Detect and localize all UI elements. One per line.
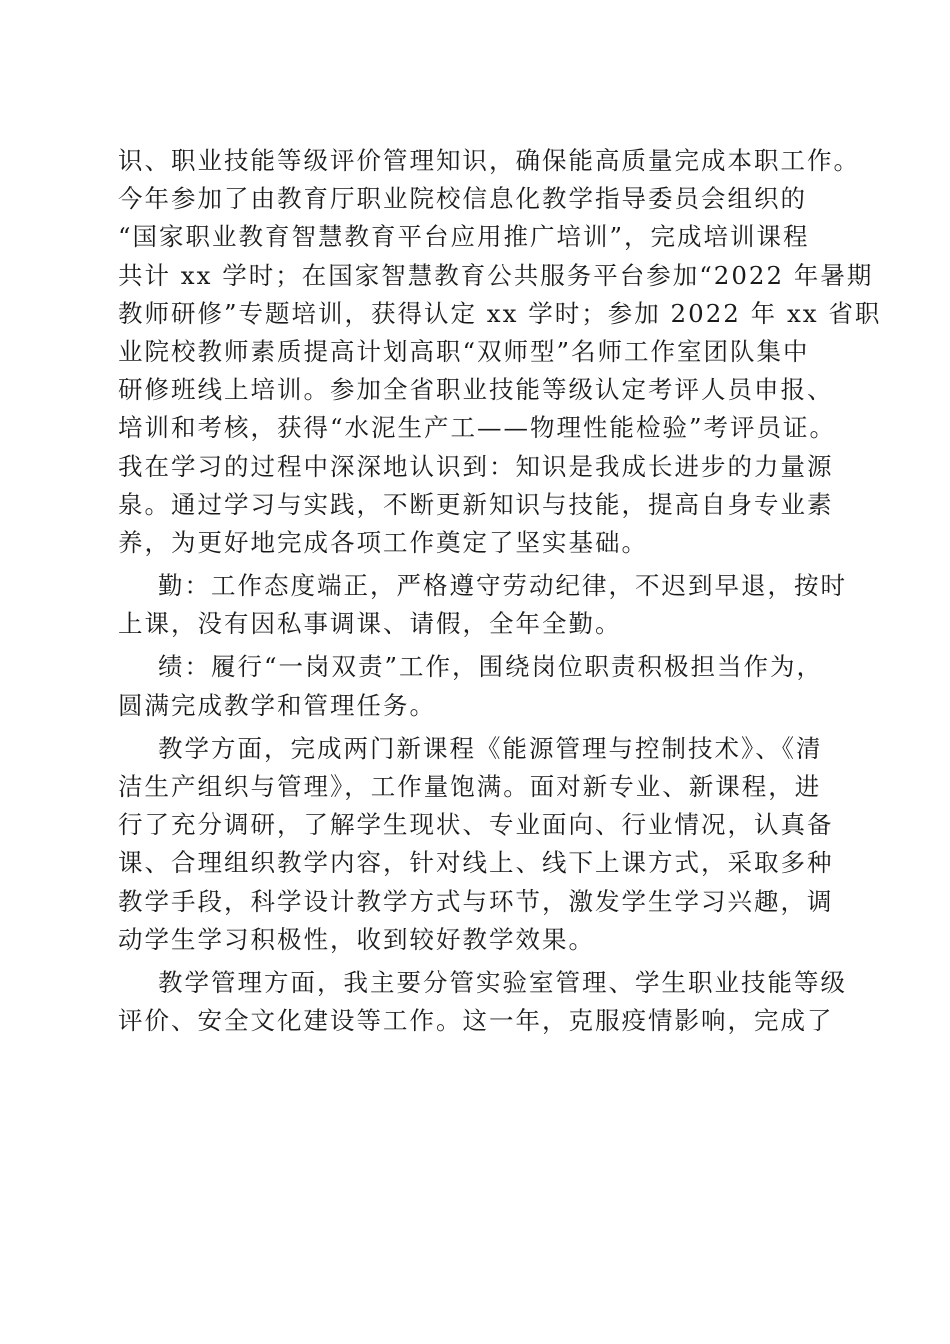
text-line: 养，为更好地完成各项工作奠定了坚实基础。 xyxy=(118,527,648,557)
text-line: 评价、安全文化建设等工作。这一年，克服疫情影响，完成了 xyxy=(118,1006,834,1036)
text-line: “国家职业教育智慧教育平台应用推广培训”，完成培训课程 xyxy=(118,222,810,252)
text-line: 我在学习的过程中深深地认识到：知识是我成长进步的力量源 xyxy=(118,451,834,481)
text-line: 动学生学习积极性，收到较好教学效果。 xyxy=(118,924,595,954)
text-line: 培训和考核，获得“水泥生产工——物理性能检验”考评员证。 xyxy=(118,413,837,443)
text-line: 课、合理组织教学内容，针对线上、线下上课方式，采取多种 xyxy=(118,848,834,878)
text-line: 今年参加了由教育厅职业院校信息化教学指导委员会组织的 xyxy=(118,184,807,214)
text-line: 上课，没有因私事调课、请假，全年全勤。 xyxy=(118,609,622,639)
text-line: 共计 xx 学时；在国家智慧教育公共服务平台参加“2022 年暑期 xyxy=(118,260,874,290)
text-line: 圆满完成教学和管理任务。 xyxy=(118,690,436,720)
text-line: 教师研修”专题培训，获得认定 xx 学时；参加 2022 年 xx 省职 xyxy=(118,298,882,328)
text-line: 洁生产组织与管理》，工作量饱满。面对新专业、新课程，进 xyxy=(118,772,822,801)
paragraph-management xyxy=(118,964,847,1040)
text-line: 行了充分调研，了解学生现状、专业面向、行业情况，认真备 xyxy=(118,810,834,840)
paragraph-teaching xyxy=(118,730,838,959)
paragraph-achievement xyxy=(118,648,838,724)
text-line: 教学手段，科学设计教学方式与环节，激发学生学习兴趣，调 xyxy=(118,886,834,916)
text-line: 识、职业技能等级评价管理知识，确保能高质量完成本职工作。 xyxy=(118,146,860,175)
text-line: 业院校教师素质提高计划高职“双师型”名师工作室团队集中 xyxy=(118,336,810,366)
text-line: 研修班线上培训。参加全省职业技能等级认定考评人员申报、 xyxy=(118,375,834,405)
paragraph-diligence xyxy=(118,567,847,643)
paragraph-learning xyxy=(118,142,882,562)
text-line: 教学方面，完成两门新课程《能源管理与控制技术》、《清 xyxy=(158,733,823,763)
text-line: 教学管理方面，我主要分管实验室管理、学生职业技能等级 xyxy=(158,967,847,997)
document-body xyxy=(118,142,882,1040)
text-line: 绩：履行“一岗双责”工作，围绕岗位职责积极担当作为， xyxy=(158,652,824,682)
text-line: 勤：工作态度端正，严格遵守劳动纪律，不迟到早退，按时 xyxy=(158,571,847,601)
text-line: 泉。通过学习与实践，不断更新知识与技能，提高自身专业素 xyxy=(118,489,834,519)
